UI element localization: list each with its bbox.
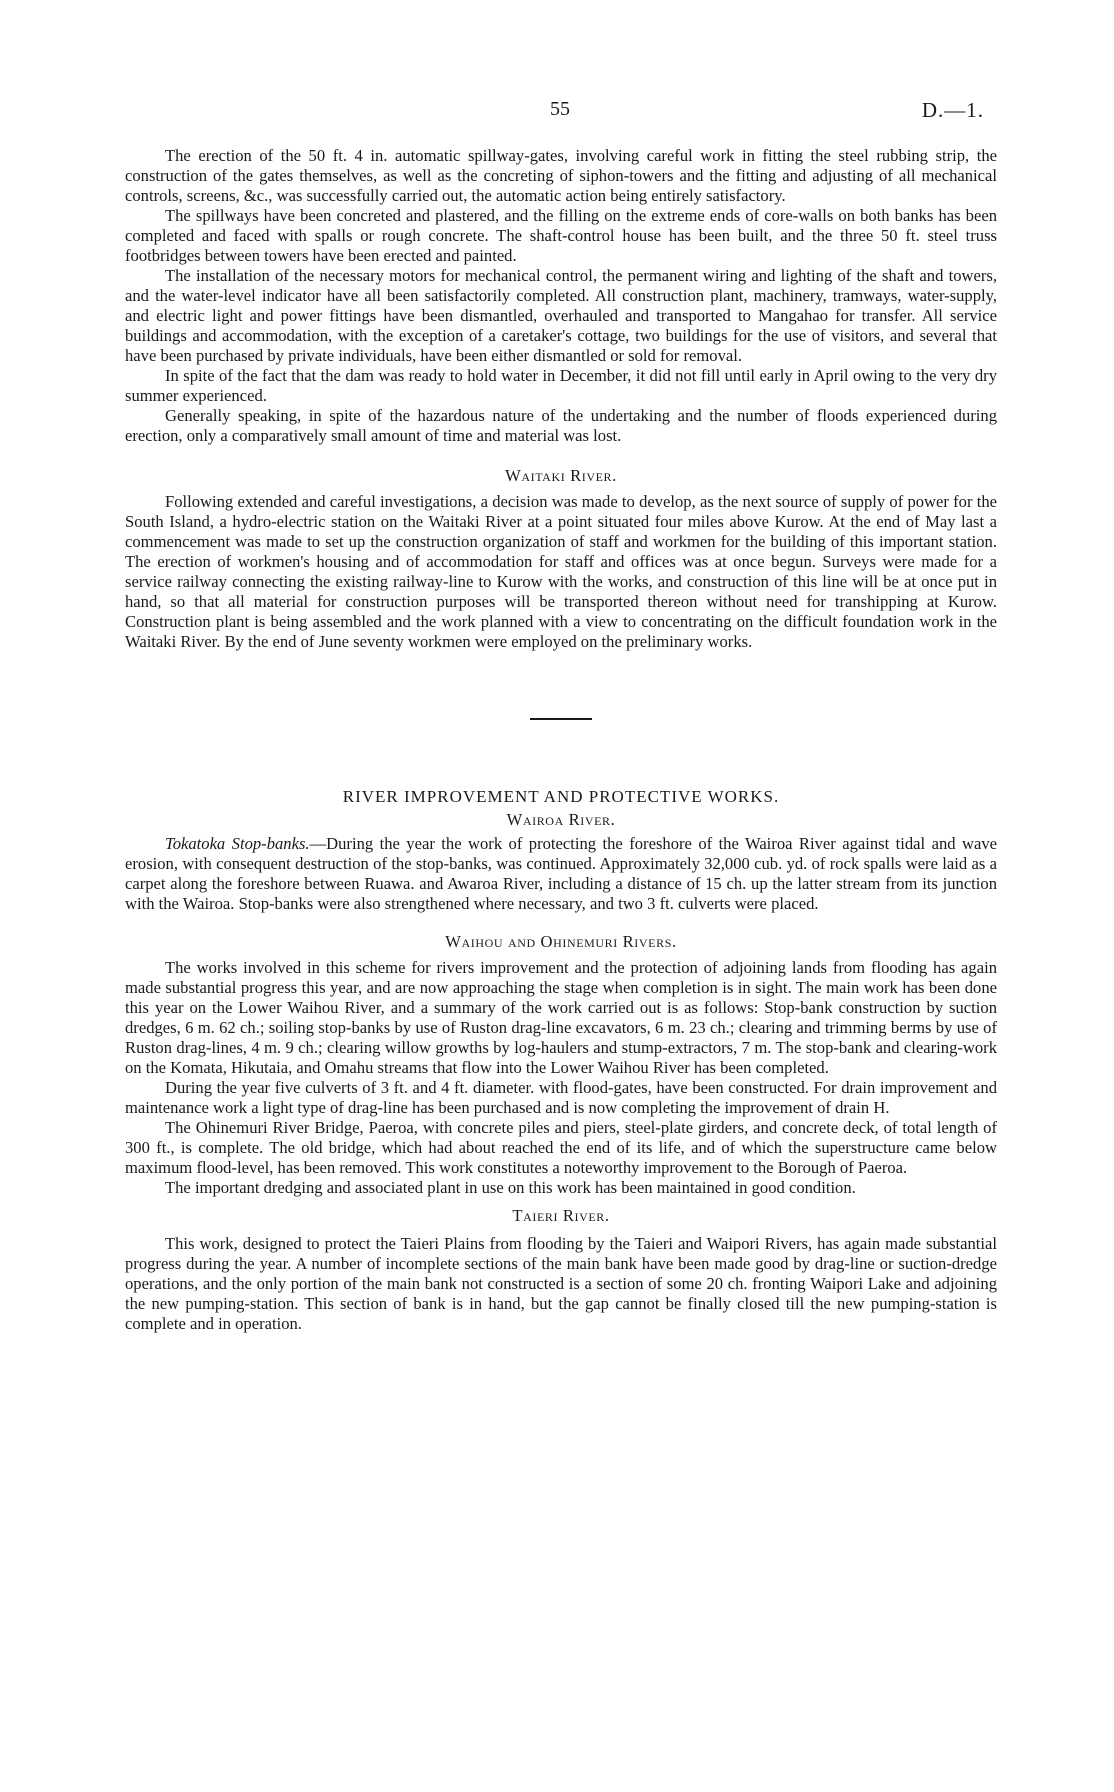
paragraph: In spite of the fact that the dam was ready to hold water in December, it did not fill until early in April owing to the very dry summer experienced. bbox=[125, 366, 997, 405]
section-heading-taieri: Taieri River. bbox=[512, 1206, 610, 1225]
paragraph: During the year five culverts of 3 ft. and 4 ft. diameter. with flood-gates, have been constructed. For drain improvement and maintenance work a light type of drag-line has been purchased and is now completing the improvement of drain H. bbox=[125, 1078, 997, 1117]
paragraph: Following extended and careful investigations, a decision was made to develop, as the next source of supply of power for the South Island, a hydro-electric station on the Waitaki River at a point situated four miles above Kurow. At the end of May last a commencement was made to set up the construction organization of staff and workmen for the building of this important station. The erection of workmen's housing and of accommodation for staff and offices was at once begun. Surveys were made for a service railway connecting the existing railway-line to Kurow with the works, and construction of this line will be at once put in hand, so that all material for construction purposes will be transported thereon without need for transhipping at Kurow. Construction plant is being assembled and the work planned with a view to concentrating on the difficult foundation work in the Waitaki River. By the end of June seventy workmen were employed on the preliminary works. bbox=[125, 492, 997, 651]
section-heading-waitaki: Waitaki River. bbox=[505, 466, 617, 485]
paragraph: Generally speaking, in spite of the hazardous nature of the undertaking and the number of floods experienced during erection, only a comparatively small amount of time and material was lost. bbox=[125, 406, 997, 445]
subheading-tokatoka: Tokatoka Stop-banks. bbox=[165, 834, 310, 853]
page-number: 55 bbox=[550, 98, 570, 120]
paragraph: This work, designed to protect the Taieri Plains from flooding by the Taieri and Waipori Rivers, has again made substantial progress during the year. A number of incomplete sections of the main bank have been made good by drag-line or suction-dredge operations, and the only portion of the main bank not constructed is a section of some 20 ch. fronting Waipori Lake and adjoining the new pumping-station. This section of bank is in hand, but the gap cannot be finally closed till the new pumping-station is complete and in operation. bbox=[125, 1234, 997, 1333]
page-header bbox=[125, 98, 984, 128]
paragraph bbox=[125, 834, 997, 914]
document-reference: D.—1. bbox=[921, 98, 984, 122]
paragraph: The important dredging and associated plant in use on this work has been maintained in good condition. bbox=[165, 1178, 856, 1197]
paragraph: The installation of the necessary motors for mechanical control, the permanent wiring and lighting of the shaft and towers, and the water-level indicator have all been satisfactorily completed. All construction plant, machinery, tramways, water-supply, and electric light and power fittings have been dismantled, overhauled and transported to Mangahao for transfer. All service buildings and accommodation, with the exception of a caretaker's cottage, two buildings for the use of visitors, and several that have been purchased by private individuals, have been either dismantled or sold for removal. bbox=[125, 266, 997, 365]
paragraph: The Ohinemuri River Bridge, Paeroa, with concrete piles and piers, steel-plate girders, and concrete deck, of total length of 300 ft., is complete. The old bridge, which had about reached the end of its life, and of which the superstructure came below maximum flood-level, has been removed. This work constitutes a noteworthy improvement to the Borough of Paeroa. bbox=[125, 1118, 997, 1177]
paragraph: The spillways have been concreted and plastered, and the filling on the extreme ends of core-walls on both banks has been completed and faced with spalls or rough concrete. The shaft-control house has been built, and the three 50 ft. steel truss footbridges between towers have been erected and painted. bbox=[125, 206, 997, 265]
section-heading-wairoa: Wairoa River. bbox=[506, 810, 616, 829]
section-heading-waihou: Waihou and Ohinemuri Rivers. bbox=[445, 932, 677, 951]
document-body bbox=[125, 146, 997, 1334]
paragraph: The works involved in this scheme for rivers improvement and the protection of adjoining lands from flooding has again made substantial progress this year, and are now approaching the stage when completion is in sight. The main work has been done this year on the Lower Waihou River, and a summary of the work carried out is as follows: Stop-bank construction by suction dredges, 6 m. 62 ch.; soiling stop-banks by use of Ruston drag-line excavators, 6 m. 23 ch.; clearing and trimming berms by use of Ruston drag-lines, 4 m. 9 ch.; clearing willow growths by log-haulers and stump-extractors, 7 m. The stop-bank and clearing-work on the Komata, Hikutaia, and Omahu streams that flow into the Lower Waihou River has been completed. bbox=[125, 958, 997, 1077]
paragraph: The erection of the 50 ft. 4 in. automatic spillway-gates, involving careful work in fitting the steel rubbing strip, the construction of the gates themselves, as well as the concreting of siphon-towers and the fitting and adjusting of all mechanical controls, screens, &c., was successfully carried out, the automatic action being entirely satisfactory. bbox=[125, 146, 997, 205]
wairoa-text: —During the year the work of protecting the foreshore of the Wairoa River against tidal and wave erosion, with consequent destruction of the stop-banks, was continued. Approximately 32,000 cub. yd. of rock spalls were laid as a carpet along the foreshore between Ruawa. and Awaroa River, including a distance of 15 ch. up the latter stream from its junction with the Wairoa. Stop-banks were also strengthened where necessary, and two 3 ft. culverts were placed. bbox=[125, 834, 997, 913]
main-section-heading: RIVER IMPROVEMENT AND PROTECTIVE WORKS. bbox=[342, 787, 780, 806]
